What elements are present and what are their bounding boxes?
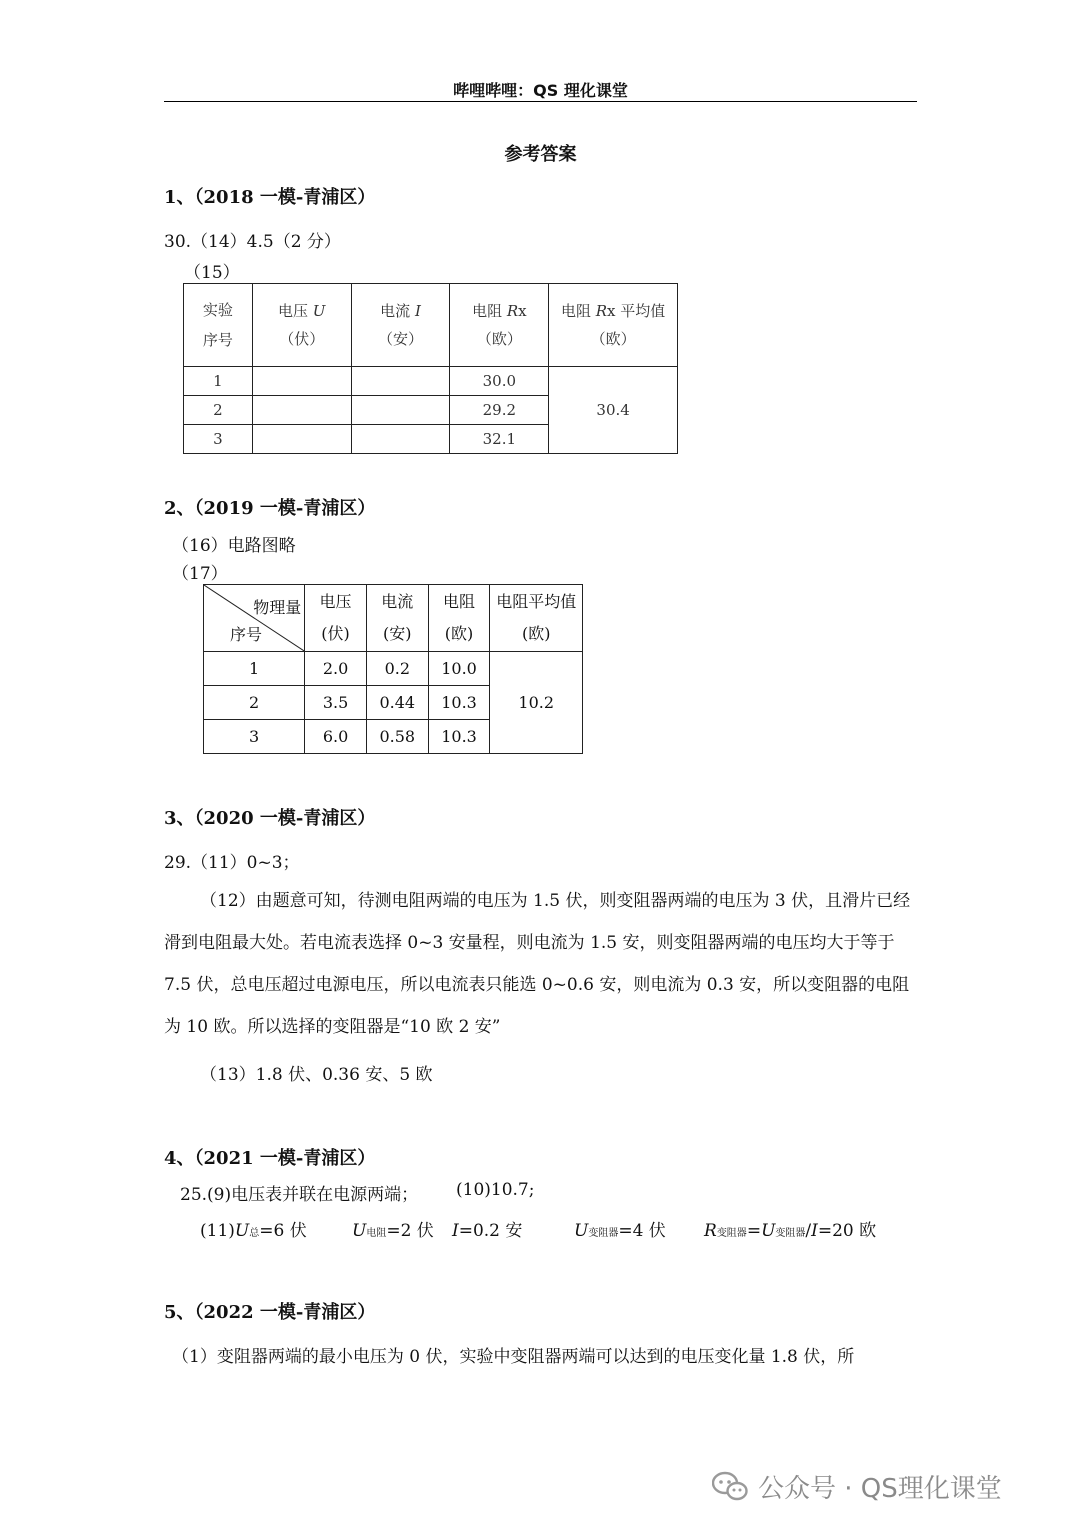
section-2-answer-17-label: （17）: [172, 564, 228, 584]
formula-current: I=0.2 安: [452, 1221, 523, 1241]
header-cell: 电压 (伏): [305, 585, 367, 652]
table-cell: 0.2: [366, 652, 428, 686]
diagonal-bottom-label: 序号: [230, 625, 263, 644]
table-row: [204, 652, 583, 686]
section-1-table: [183, 283, 678, 454]
page-header: 哔哩哔哩：QS 理化课堂: [453, 81, 628, 100]
table-cell: 3: [184, 425, 253, 454]
diagonal-top-label: 物理量: [253, 598, 302, 617]
section-2-table: [203, 584, 583, 754]
table-cell: 0.58: [366, 720, 428, 754]
section-4-answer-9: 25.(9)电压表并联在电源两端；: [180, 1185, 419, 1205]
diagonal-header-cell: [204, 585, 305, 652]
table-cell: 2.0: [305, 652, 367, 686]
document-title: 参考答案: [504, 144, 577, 165]
table-cell: 3: [204, 720, 305, 754]
table-header-row: [184, 284, 678, 367]
watermark-text: 公众号 · QS理化课堂: [758, 1473, 1002, 1504]
header-cell: 电流 I （安）: [351, 284, 450, 367]
table-cell: 29.2: [450, 396, 549, 425]
section-5-answer-1: （1）变阻器两端的最小电压为 0 伏，实验中变阻器两端可以达到的电压变化量 1.8 伏，所: [172, 1347, 855, 1367]
section-4-heading: 4、（2021 一模-青浦区）: [164, 1148, 376, 1169]
section-3-answer-11: 29.（11）0~3；: [164, 853, 300, 873]
table-cell: [252, 396, 351, 425]
table-cell: [252, 367, 351, 396]
average-cell: 30.4: [549, 367, 678, 454]
table-cell: 1: [184, 367, 253, 396]
header-cell: 电阻平均值 (欧): [490, 585, 583, 652]
formula-rheostat-resistance: R变阻器=U变阻器/I=20 欧: [704, 1221, 877, 1241]
table-cell: [351, 367, 450, 396]
header-cell: 电阻 (欧): [428, 585, 490, 652]
table-cell: 2: [184, 396, 253, 425]
table-cell: 30.0: [450, 367, 549, 396]
watermark: [712, 1466, 1002, 1506]
section-2-heading: 2、（2019 一模-青浦区）: [164, 498, 376, 519]
table-cell: 10.0: [428, 652, 490, 686]
answer-12-text: （12）由题意可知，待测电阻两端的电压为 1.5 伏，则变阻器两端的电压为 3 伏，且滑片已经滑到电阻最大处。若电流表选择 0~3 安量程，则电流为 1.5 安，则变阻器两端的电压均大于等于 7.5 伏，总电压超过电源电压，所以电流表只能选 0~0.6 安，则电流为 0.3 安，所以变阻器的电阻为 10 欧。所以选择的变阻器是“10 欧 2 安”: [164, 891, 911, 1037]
header-cell: 电阻 Rx （欧）: [450, 284, 549, 367]
table-cell: [252, 425, 351, 454]
wechat-icon: [712, 1471, 748, 1501]
section-1-heading: 1、（2018 一模-青浦区）: [164, 187, 376, 208]
section-3-heading: 3、（2020 一模-青浦区）: [164, 808, 376, 829]
section-4-answer-10: (10)10.7;: [456, 1180, 535, 1200]
table-row: [184, 367, 678, 396]
section-5-heading: 5、（2022 一模-青浦区）: [164, 1302, 376, 1323]
table-cell: 1: [204, 652, 305, 686]
section-1-answer-14: 30.（14）4.5（2 分）: [164, 232, 341, 252]
header-cell: 电阻 Rx 平均值 （欧）: [549, 284, 678, 367]
formula-rheostat-voltage: U变阻器=4 伏: [574, 1221, 666, 1241]
table-cell: 10.3: [428, 686, 490, 720]
table-cell: [351, 425, 450, 454]
table-cell: [351, 396, 450, 425]
table-cell: 3.5: [305, 686, 367, 720]
section-1-answer-15-label: （15）: [184, 263, 240, 283]
table-cell: 6.0: [305, 720, 367, 754]
table-header-row: [204, 585, 583, 652]
table-cell: 2: [204, 686, 305, 720]
formula-total-voltage: (11)U总=6 伏: [200, 1221, 307, 1241]
table-cell: 32.1: [450, 425, 549, 454]
section-3-answer-12: [164, 880, 917, 1048]
header-cell: 实验 序号: [184, 284, 253, 367]
formula-resistor-voltage: U电阻=2 伏: [352, 1221, 434, 1241]
table-cell: 10.3: [428, 720, 490, 754]
header-divider: [164, 101, 917, 102]
table-cell: 0.44: [366, 686, 428, 720]
header-cell: 电压 U （伏）: [252, 284, 351, 367]
average-cell: 10.2: [490, 652, 583, 754]
section-3-answer-13: （13）1.8 伏、0.36 安、5 欧: [200, 1065, 433, 1085]
section-2-answer-16: （16）电路图略: [172, 536, 296, 556]
header-cell: 电流 (安): [366, 585, 428, 652]
